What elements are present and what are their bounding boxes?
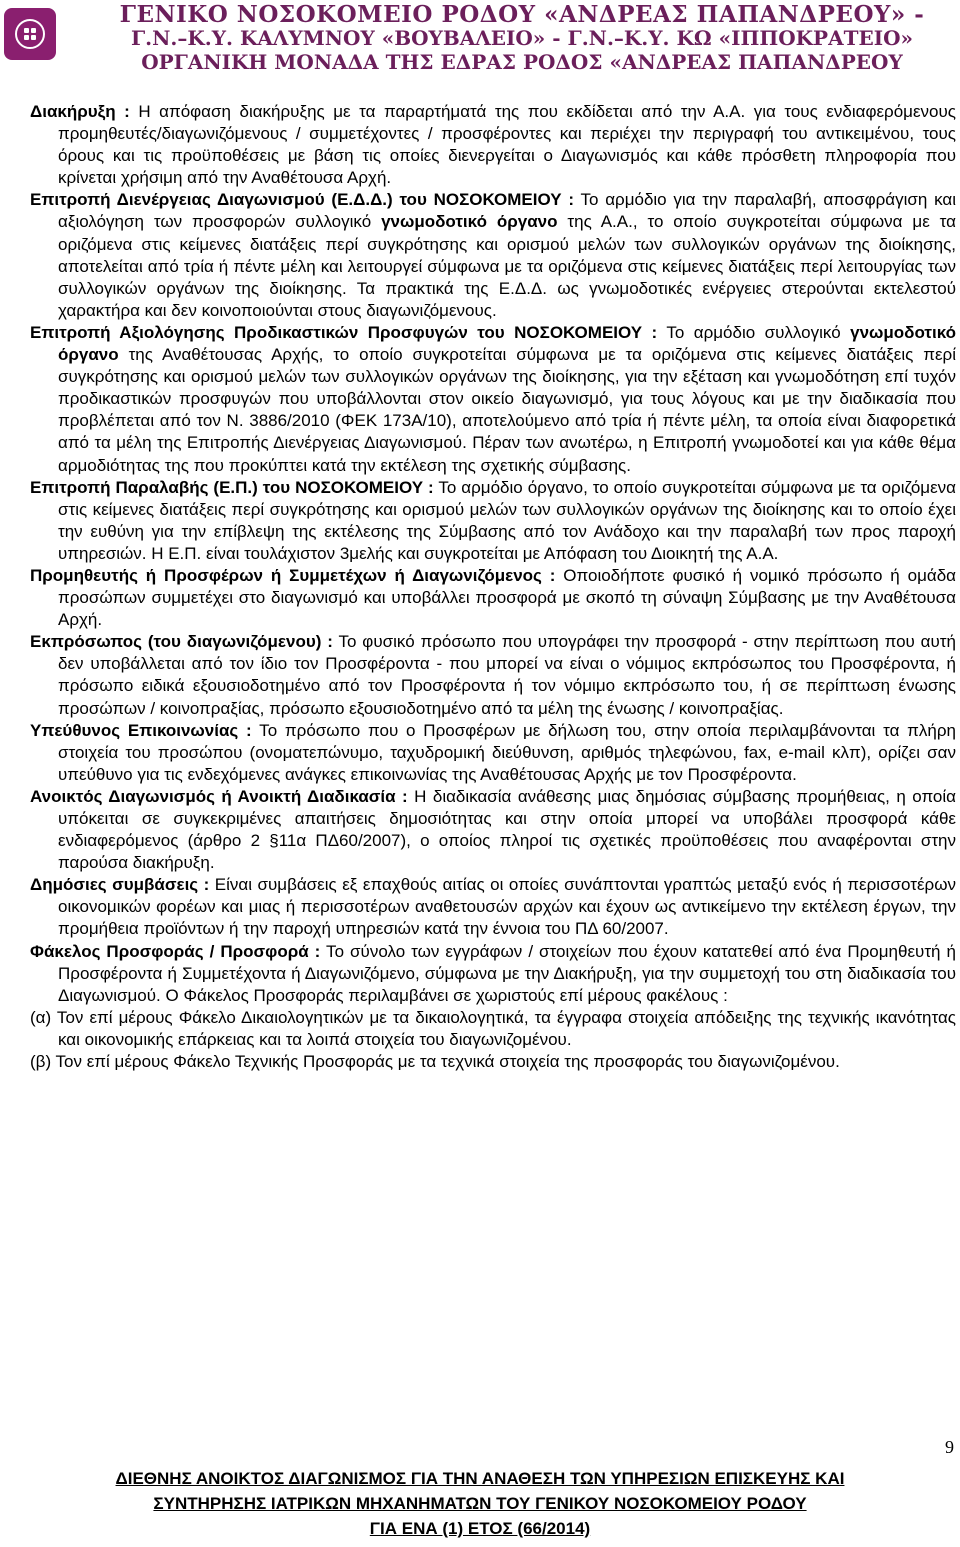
header-line-2: Γ.Ν.–Κ.Υ. ΚΑΛΥΜΝΟΥ «ΒΟΥΒΑΛΕΙΟ» - Γ.Ν.–Κ.Υ. ΚΩ «ΙΠΠΟΚΡΑΤΕΙΟ» [130, 26, 914, 50]
definition-text: Η απόφαση διακήρυξης με τα παραρτήματά της που εκδίδεται από την Α.Α. για τους ενδιαφερόμενους προμηθευτές/διαγωνιζόμενους / συμμετέχοντες / προσφέροντες και περιέχει την περιγραφή του αντικειμένου, τους όρους και τις προϋποθέσεις με βάση τις οποίες διενεργείται ο Διαγωνισμός και κάθε πρόσθετη πληροφορία που κρίνεται χρήσιμη από την Αναθέτουσα Αρχή. [58, 102, 956, 188]
hospital-logo-icon [4, 8, 56, 60]
definition-term: Δημόσιες συμβάσεις : [30, 875, 210, 895]
list-marker: (β) [30, 1052, 52, 1072]
definition-text: της Αναθέτουσας Αρχής, το οποίο συγκροτείται σύμφωνα με τα οριζόμενα στις κείμενες διατάξεις περί συγκρότησης και ορισμού μελών των συλλογικών οργάνων της διοίκησης, για την εξέταση και γνωμοδότηση επί τυχόν προδικαστικών προσφυγών που υποβάλλονται στον οικείο διαγωνισμό, για τους λόγους και με την διαδικασία που προβλέπεται από τον Ν. 3886/2010 (ΦΕΚ 173Α/10), αποτελούμενο από τρία ή πέντε μέλη, τα οποία είναι διαφορετικά από τα μέλη της Επιτροπής Διενέργειας Διαγωνισμού. Πέραν των ανωτέρω, η Επιτροπή γνωμοδοτεί και για κάθε θέμα αρμοδιότητας της που προκύπτει κατά την εκτέλεση της σχετικής σύμβασης. [58, 345, 956, 475]
page-number: 9 [945, 1437, 954, 1457]
definition-term: Υπεύθυνος Επικοινωνίας : [30, 720, 252, 740]
definition-term: Ανοικτός Διαγωνισμός ή Ανοικτή Διαδικασία : [30, 786, 408, 806]
definition-text: Το φυσικό πρόσωπο που υπογράφει την προσφορά - στην περίπτωση που αυτή δεν υποβάλλεται από τον ίδιο τον Προσφέροντα - που μπορεί να είναι ο νόμιμος εκπρόσωπος του Προσφέροντα, ή πρόσωπο ειδικά εξουσιοδοτημένο από τον Προσφέροντα ή τον νόμιμο εκπρόσωπο του, ή σε περίπτωση ένωσης προσώπων / κοινοπραξίας, πρόσωπο εξουσιοδοτημένο από τα μέλη της ένωσης / κοινοπραξίας. [58, 632, 956, 718]
document-footer [0, 1466, 960, 1541]
document-header [0, 0, 960, 78]
definition-receipt-committee [30, 477, 956, 565]
definition-text: Η διαδικασία ανάθεσης μιας δημόσιας σύμβασης προμήθειας, η οποία υπόκειται σε συγκεκριμένες απαιτήσεις δημοσιότητας και στην οποία μπορεί να υποβάλει προσφορά κάθε ενδιαφερόμενος (άρθρο 2 §11α ΠΔ60/2007), ο οποίος πληροί τις σχετικές προϋποθέσεις που αναφέρονται στην παρούσα διακήρυξη. [58, 786, 956, 873]
definition-term: Φάκελος Προσφοράς / Προσφορά : [30, 941, 321, 961]
definition-text: Το αρμόδιο για την παραλαβή, αποσφράγιση και αξιολόγηση των προσφορών συλλογικό [58, 190, 956, 232]
definition-public-contracts [30, 874, 956, 940]
definition-text: Το αρμόδιο συλλογικό [657, 322, 851, 342]
definition-text: Το σύνολο των εγγράφων / στοιχείων που έχουν κατατεθεί από ένα Προμηθευτή ή Προσφέροντα ή Συμμετέχοντα ή Διαγωνιζόμενο, σύμφωνα με την Διακήρυξη, για την συμμετοχή του στη διαδικασία του Διαγωνισμού. Ο Φάκελος Προσφοράς περιλαμβάνει σε χωριστούς επί μέρους φακέλους : [58, 941, 956, 1005]
header-line-1: ΓΕΝΙΚΟ ΝΟΣΟΚΟΜΕΙΟ ΡΟΔΟΥ «ΑΝΔΡΕΑΣ ΠΑΠΑΝΔΡΕΟΥ» - [119, 1, 925, 28]
definition-text: της Α.Α., το οποίο συγκροτείται σύμφωνα με τα οριζόμενα στις κείμενες διατάξεις περί συγκρότησης και ορισμού μελών των συλλογικών οργάνων της διοίκησης, αποτελείται από τρία ή πέντε μέλη και λειτουργεί σύμφωνα με τα οριζόμενα στις κείμενες διατάξεις περί λειτουργίας των συλλογικών οργάνων της διοίκησης. Τα πρακτικά της Ε.Δ.Δ. ως γνωμοδοτικές ενέργειες στερούνται εκτελεστού χαρακτήρα και δεν κοινοποιούνται στους διαγωνιζόμενους. [58, 212, 956, 320]
definition-text: Το πρόσωπο που ο Προσφέρων με δήλωση του, στην οποία περιλαμβάνονται τα πλήρη στοιχεία του προσώπου (ονοματεπώνυμο, ταχυδρομική διεύθυνση, αριθμός τηλεφώνου, fax, e-mail κλπ), ορίζει σαν υπεύθυνο για τις ενδεχόμενες ανάγκες επικοινωνίας της Αναθέτουσας Αρχής με τον Προσφέροντα. [58, 720, 956, 784]
footer-line-2: ΣΥΝΤΗΡΗΣΗΣ ΙΑΤΡΙΚΩΝ ΜΗΧΑΝΗΜΑΤΩΝ ΤΟΥ ΓΕΝΙΚΟΥ ΝΟΣΟΚΟΜΕΙΟΥ ΡΟΔΟΥ [153, 1494, 807, 1513]
definition-representative [30, 631, 956, 719]
definition-appeals-committee [30, 322, 956, 477]
footer-line-1: ΔΙΕΘΝΗΣ ΑΝΟΙΚΤΟΣ ΔΙΑΓΩΝΙΣΜΟΣ ΓΙΑ ΤΗΝ ΑΝΑΘΕΣΗ ΤΩΝ ΥΠΗΡΕΣΙΩΝ ΕΠΙΣΚΕΥΗΣ ΚΑΙ [115, 1469, 845, 1488]
footer-line-3: ΓΙΑ ΕΝΑ (1) ΕΤΟΣ (66/2014) [369, 1519, 591, 1538]
definition-open-tender [30, 786, 956, 874]
definition-text: Οποιοδήποτε φυσικό ή νομικό πρόσωπο ή ομάδα προσώπων συμμετέχει στο διαγωνισμό και υποβάλλει προσφορά με σκοπό τη σύναψη Σύμβασης με την Αναθέτουσα Αρχή. [58, 565, 956, 630]
list-item-text: Τον επί μέρους Φάκελο Τεχνικής Προσφοράς με τα τεχνικά στοιχεία της προσφοράς του διαγωνιζομένου. [51, 1052, 840, 1072]
definition-term: Επιτροπή Παραλαβής (Ε.Π.) του ΝΟΣΟΚΟΜΕΙΟΥ : [30, 477, 434, 497]
definition-offer-folder [30, 941, 956, 1007]
list-item [30, 1051, 956, 1073]
definition-term: Επιτροπή Αξιολόγησης Προδικαστικών Προσφυγών του ΝΟΣΟΚΟΜΕΙΟΥ : [30, 322, 658, 342]
definition-contact-person [30, 720, 956, 786]
definition-term: Διακήρυξη : [30, 102, 130, 121]
definition-edd [30, 189, 956, 322]
list-item-text: Τον επί μέρους Φάκελο Δικαιολογητικών με τα δικαιολογητικά, τα έγγραφα στοιχεία απόδειξης της τεχνικής ικανότητας και οικονομικής επάρκειας και τα λοιπά στοιχεία του διαγωνιζομένου. [51, 1007, 956, 1049]
definition-text: Το αρμόδιο όργανο, το οποίο συγκροτείται σύμφωνα με τα οριζόμενα στις κείμενες διατάξεις περί συγκρότησης και ορισμού μελών των συλλογικών οργάνων της διοίκησης και το οποίο έχει την ευθύνη για την επίβλεψη της εκτέλεσης της Σύμβασης από τον Ανάδοχο και την παραλαβή των προς παροχή υπηρεσιών. Η Ε.Π. είναι τουλάχιστον 3μελής και συγκροτείται με Απόφαση του Διοικητή της Α.Α. [58, 477, 956, 563]
document-body [30, 101, 956, 1073]
list-item [30, 1007, 956, 1051]
definition-emphasis: γνωμοδοτικό όργανο [381, 212, 558, 232]
definition-supplier [30, 565, 956, 631]
definition-term: Εκπρόσωπος (του διαγωνιζόμενου) : [30, 632, 333, 652]
definition-term: Επιτροπή Διενέργειας Διαγωνισμού (Ε.Δ.Δ.) του ΝΟΣΟΚΟΜΕΙΟΥ : [30, 190, 574, 210]
list-marker: (α) [30, 1007, 52, 1027]
definition-diakiryxi [30, 101, 956, 189]
definition-text: Είναι συμβάσεις εξ επαχθούς αιτίας οι οποίες συνάπτονται γραπτώς μεταξύ ενός ή περισσοτέρων οικονομικών φορέων και μιας ή περισσοτέρων αναθετουσών αρχών και έχουν ως αντικείμενο την εκτέλεση έργων, την προμήθεια προϊόντων ή την παροχή υπηρεσιών κατά την έννοια του ΠΔ 60/2007. [58, 875, 956, 939]
definition-emphasis: γνωμοδοτικό όργανο [58, 322, 956, 365]
definition-term: Προμηθευτής ή Προσφέρων ή Συμμετέχων ή Διαγωνιζόμενος : [30, 565, 556, 585]
header-line-3: ΟΡΓΑΝΙΚΗ ΜΟΝΑΔΑ ΤΗΣ ΕΔΡΑΣ ΡΟΔΟΣ «ΑΝΔΡΕΑΣ ΠΑΠΑΝΔΡΕΟΥ [141, 50, 903, 74]
